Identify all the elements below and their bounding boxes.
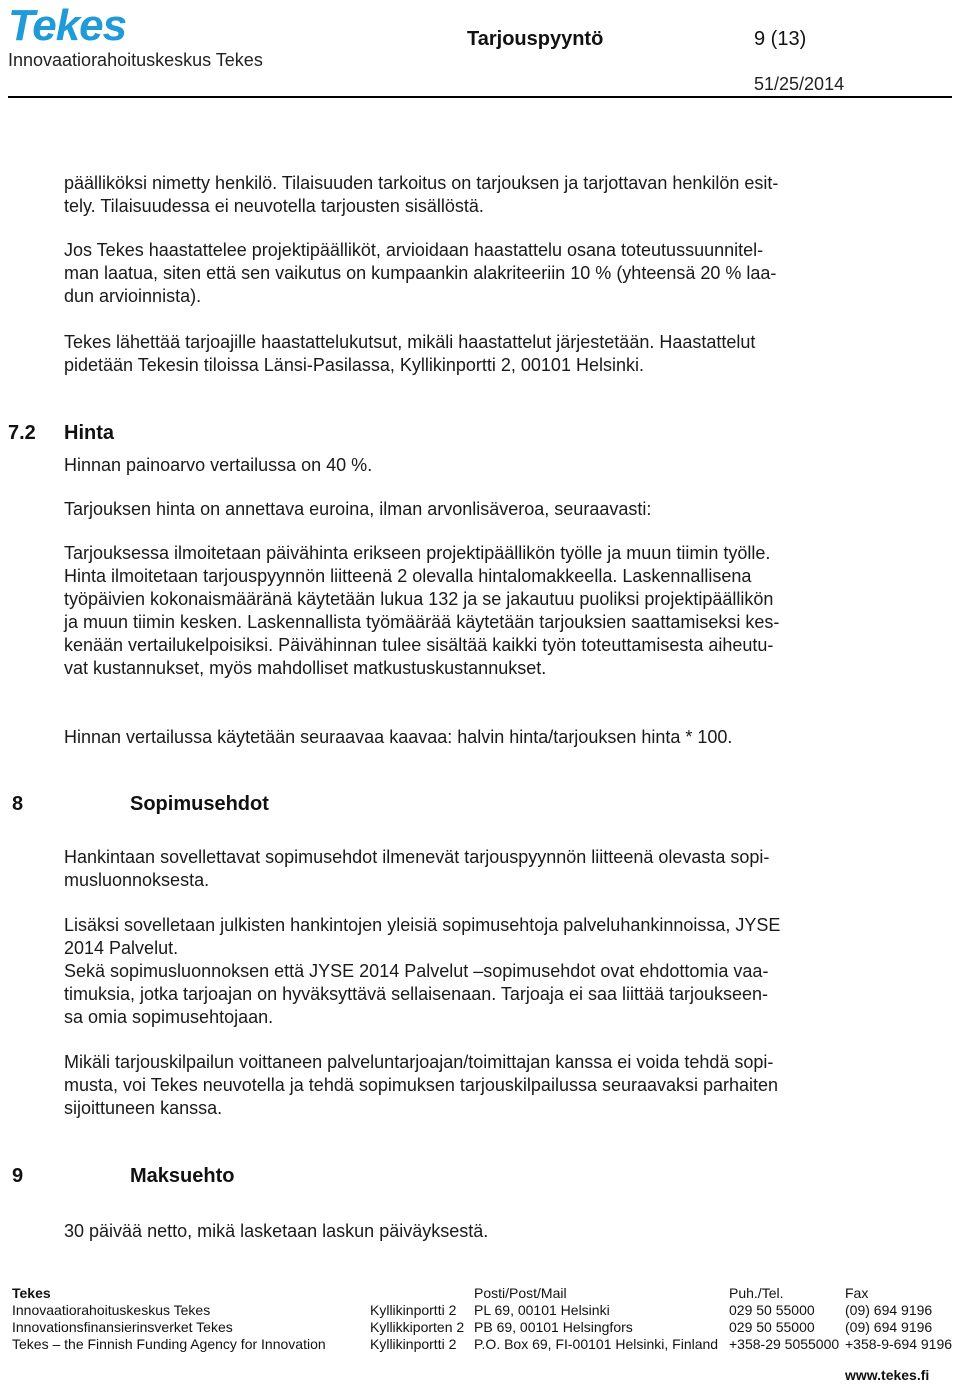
text-line: timuksia, jotka tarjoajan on hyväksyttävä sellaisenaan. Tarjoaja ei saa liittää tarjoukseen- xyxy=(64,984,769,1004)
text-line: työpäivien kokonaismääränä käytetään lukua 132 ja se jakautuu puoliksi projektipäällikön xyxy=(64,589,774,609)
footer-line: Innovationsfinansierinsverket Tekes xyxy=(12,1319,233,1335)
tekes-logo: Tekes xyxy=(8,1,127,50)
price-instruction: Tarjouksen hinta on annettava euroina, ilman arvonlisäveroa, seuraavasti: xyxy=(64,499,652,519)
section-7-2-number: 7.2 xyxy=(8,422,36,444)
footer-line: Tekes xyxy=(12,1285,51,1301)
header-divider xyxy=(8,96,952,98)
text-line: ja muun tiimin kesken. Laskennallista työmäärää käytetään tarjouksien saattamiseksi kes- xyxy=(64,612,780,632)
text-line: Tarjouksessa ilmoitetaan päivähinta erikseen projektipäällikön työlle ja muun tiimin työlle. xyxy=(64,543,771,563)
text-line: 2014 Palvelut. xyxy=(64,938,179,958)
paragraph-price-details xyxy=(64,542,864,680)
footer-website[interactable]: www.tekes.fi xyxy=(845,1367,930,1383)
text-line: man laatua, siten että sen vaikutus on kumpaankin alakriteeriin 10 % (yhteensä 20 % laa- xyxy=(64,263,777,283)
text-line: Hankintaan sovellettavat sopimusehdot ilmenevät tarjouspyynnön liitteenä olevasta sopi- xyxy=(64,847,770,867)
footer-line: +358-9-694 9196 xyxy=(845,1336,953,1352)
text-line: sa omia sopimusehtojaan. xyxy=(64,1007,274,1027)
section-7-2-title: Hinta xyxy=(64,422,114,444)
footer-postal xyxy=(474,1285,744,1353)
text-line: Hinta ilmoitetaan tarjouspyynnön liitteenä 2 olevalla hintalomakkeella. Laskennallisena xyxy=(64,566,752,586)
text-line: Jos Tekes haastattelee projektipäälliköt, arvioidaan haastattelu osana toteutussuunnitel- xyxy=(64,240,764,260)
footer-line: Kyllikkiporten 2 xyxy=(370,1319,465,1335)
text-line: Lisäksi sovelletaan julkisten hankintojen yleisiä sopimusehtoja palveluhankinnoissa, JYSE xyxy=(64,915,781,935)
section-8-title: Sopimusehdot xyxy=(130,793,269,815)
section-8-number: 8 xyxy=(12,793,24,815)
paragraph-interview-location xyxy=(64,331,864,377)
text-line: sijoittuneen kanssa. xyxy=(64,1098,223,1118)
footer-line: Tekes – the Finnish Funding Agency for Innovation xyxy=(12,1336,326,1352)
footer-line xyxy=(370,1285,474,1302)
footer-line: Fax xyxy=(845,1285,869,1301)
footer-phone xyxy=(729,1285,849,1353)
footer-line: Puh./Tel. xyxy=(729,1285,784,1301)
footer-line: Innovaatiorahoituskeskus Tekes xyxy=(12,1302,211,1318)
footer-fax xyxy=(845,1285,957,1353)
text-line: tely. Tilaisuudessa ei neuvotella tarjousten sisällöstä. xyxy=(64,196,484,216)
page-number: 9 (13) xyxy=(754,28,807,50)
text-line: kenään vertailukelpoisiksi. Päivähinnan tulee sisältää kaikki työn toteuttamisesta aiheutu- xyxy=(64,635,774,655)
text-line: päälliköksi nimetty henkilö. Tilaisuuden tarkoitus on tarjouksen ja tarjottavan henkilön esit- xyxy=(64,173,779,193)
text-line: Sekä sopimusluonnoksen että JYSE 2014 Palvelut –sopimusehdot ovat ehdottomia vaa- xyxy=(64,961,769,981)
footer-line: Kyllikinportti 2 xyxy=(370,1336,457,1352)
paragraph-contract-fallback xyxy=(64,1051,864,1120)
footer-line: 029 50 55000 xyxy=(729,1319,815,1335)
footer-line: PB 69, 00101 Helsingfors xyxy=(474,1319,633,1335)
section-9-number: 9 xyxy=(12,1165,24,1187)
footer-line: +358-29 5055000 xyxy=(729,1336,840,1352)
footer-line: P.O. Box 69, FI-00101 Helsinki, Finland xyxy=(474,1336,719,1352)
footer-organization xyxy=(12,1285,362,1353)
text-line: dun arvioinnista). xyxy=(64,286,202,306)
text-line: Tekes lähettää tarjoajille haastattelukutsut, mikäli haastattelut järjestetään. Haastattelut xyxy=(64,332,756,352)
organization-name: Innovaatiorahoituskeskus Tekes xyxy=(8,50,263,70)
paragraph-interview-intro xyxy=(64,172,864,218)
footer-street xyxy=(370,1285,474,1353)
paragraph-jyse-terms xyxy=(64,914,864,1029)
footer-line: PL 69, 00101 Helsinki xyxy=(474,1302,610,1318)
price-formula: Hinnan vertailussa käytetään seuraavaa kaavaa: halvin hinta/tarjouksen hinta * 100. xyxy=(64,727,733,747)
text-line: musta, voi Tekes neuvotella ja tehdä sopimuksen tarjouskilpailussa seuraavaksi parhaiten xyxy=(64,1075,779,1095)
section-9-title: Maksuehto xyxy=(130,1165,235,1187)
text-line: pidetään Tekesin tiloissa Länsi-Pasilassa, Kyllikinportti 2, 00101 Helsinki. xyxy=(64,355,644,375)
text-line: vat kustannukset, myös mahdolliset matkustuskustannukset. xyxy=(64,658,547,678)
price-weight: Hinnan painoarvo vertailussa on 40 %. xyxy=(64,455,373,475)
footer-line: 029 50 55000 xyxy=(729,1302,815,1318)
document-title: Tarjouspyyntö xyxy=(467,28,604,50)
paragraph-interview-evaluation xyxy=(64,239,864,308)
footer-line: (09) 694 9196 xyxy=(845,1302,933,1318)
text-line: musluonnoksesta. xyxy=(64,870,210,890)
text-line: Mikäli tarjouskilpailun voittaneen palveluntarjoajan/toimittajan kanssa ei voida tehdä sopi- xyxy=(64,1052,774,1072)
payment-terms: 30 päivää netto, mikä lasketaan laskun päiväyksestä. xyxy=(64,1221,489,1241)
footer-line: (09) 694 9196 xyxy=(845,1319,933,1335)
footer-line: Kyllikinportti 2 xyxy=(370,1302,457,1318)
document-date: 51/25/2014 xyxy=(754,74,845,94)
footer-line: Posti/Post/Mail xyxy=(474,1285,567,1301)
paragraph-contract-terms xyxy=(64,846,864,892)
